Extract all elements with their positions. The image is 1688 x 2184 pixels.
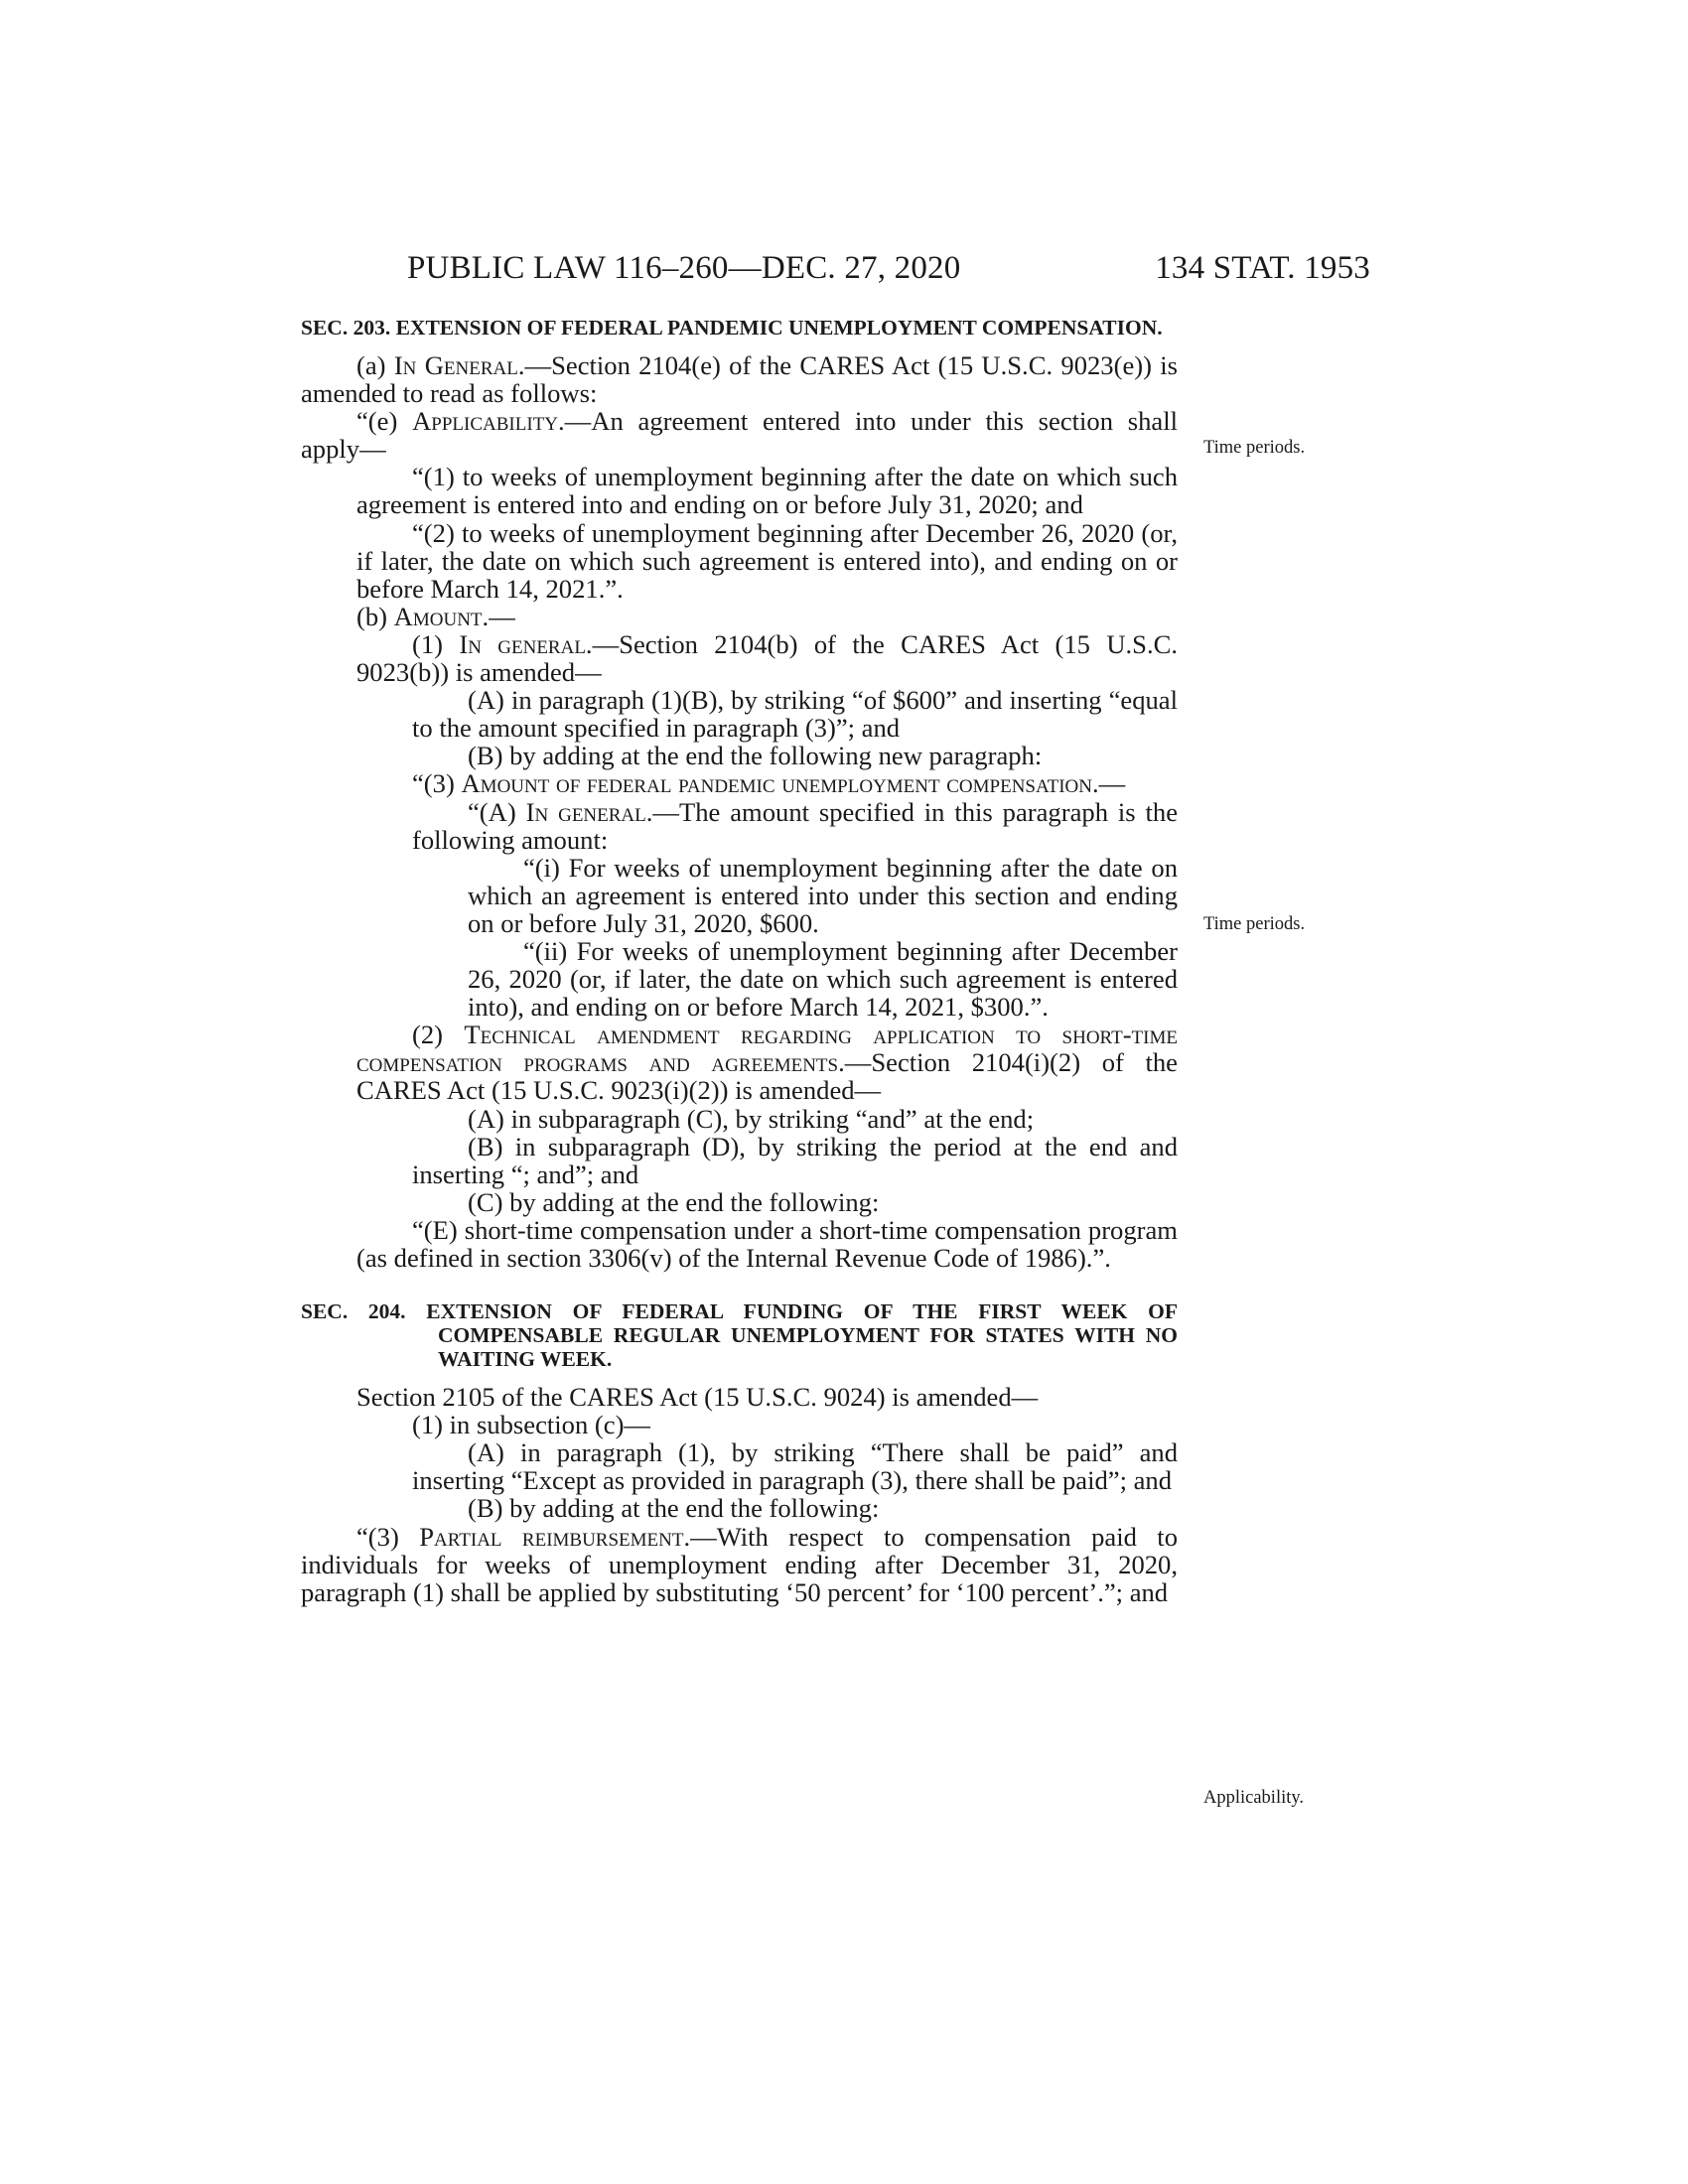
- paragraph: (B) in subparagraph (D), by striking the period at the end and inserting “; and”; and: [412, 1131, 1178, 1189]
- paragraph: “(E) short-time compensation under a short-time compensation program (as defined in section 3306(v) of the Internal Revenue Code of 1986).”.: [356, 1214, 1178, 1273]
- paragraph: (A) in paragraph (1)(B), by striking “of $600” and inserting “equal to the amount specified in paragraph (3)”; and: [412, 685, 1178, 744]
- running-head: [407, 248, 1370, 288]
- paragraph: (1) In general.—Section 2104(b) of the CARES Act (15 U.S.C. 9023(b)) is amended—: [356, 628, 1178, 688]
- paragraph: (C) by adding at the end the following:: [468, 1186, 880, 1217]
- paragraph: (B) by adding at the end the following new paragraph:: [468, 741, 1043, 771]
- section-heading: SEC. 203. EXTENSION OF FEDERAL PANDEMIC UNEMPLOYMENT COMPENSATION.: [301, 316, 1163, 340]
- paragraph-caption: Amount.: [393, 601, 490, 631]
- paragraph: (A) in paragraph (1), by striking “There shall be paid” and inserting “Except as provided in paragraph (3), there shall be paid”; and: [412, 1437, 1178, 1496]
- paragraph-caption: Amount of federal pandemic unemployment compensation.: [461, 768, 1099, 799]
- paragraph: “(2) to weeks of unemployment beginning after December 26, 2020 (or, if later, the date on which such agreement is entered into), and ending on or before March 14, 2021.”.: [356, 517, 1178, 604]
- paragraph-caption: In General.: [393, 350, 525, 380]
- paragraph: (b) Amount.—: [356, 601, 515, 631]
- paragraph-caption: Technical amendment regarding application to short-time compensation programs and agreements.: [356, 1020, 1178, 1078]
- paragraph: “(A) In general.—The amount specified in this paragraph is the following amount:: [412, 796, 1178, 855]
- section-heading: SEC. 204. EXTENSION OF FEDERAL FUNDING OF THE FIRST WEEK OF COMPENSABLE REGULAR UNEMPLOYMENT FOR STATES WITH NO WAITING WEEK.: [301, 1299, 1178, 1372]
- page-number: 134 STAT. 1953: [1155, 250, 1370, 286]
- paragraph-caption: In general.: [525, 796, 653, 827]
- paragraph: (a) In General.—Section 2104(e) of the CARES Act (15 U.S.C. 9023(e)) is amended to read as follows:: [301, 350, 1178, 409]
- paragraph: “(ii) For weeks of unemployment beginning after December 26, 2020 (or, if later, the date on which such agreement is entered into), and ending on or before March 14, 2021, $300.”.: [468, 935, 1178, 1023]
- margin-note: Time periods.: [1203, 914, 1306, 934]
- paragraph: “(i) For weeks of unemployment beginning after the date on which an agreement is entered into under this section and ending on or before July 31, 2020, $600.: [468, 852, 1178, 938]
- paragraph-caption: Partial reimbursement.: [419, 1521, 691, 1552]
- paragraph: (B) by adding at the end the following:: [468, 1493, 880, 1524]
- margin-note: Time periods.: [1203, 438, 1306, 458]
- paragraph-caption: Applicability.: [412, 406, 565, 437]
- statute-body: [301, 316, 1178, 1606]
- paragraph: “(1) to weeks of unemployment beginning after the date on which such agreement is entered into and ending on or before July 31, 2020; and: [356, 462, 1178, 520]
- paragraph: “(3) Amount of federal pandemic unemployment compensation.—: [412, 768, 1126, 799]
- paragraph: Section 2105 of the CARES Act (15 U.S.C. 9024) is amended—: [356, 1382, 1039, 1413]
- paragraph-caption: In general.: [459, 628, 593, 659]
- paragraph: (2) Technical amendment regarding application to short-time compensation programs and agreements.—Section 2104(i)(2) of the CARES Act (15 U.S.C. 9023(i)(2)) is amended—: [356, 1020, 1178, 1106]
- paragraph: “(3) Partial reimbursement.—With respect to compensation paid to individuals for weeks of unemployment ending after December 31, 2020, paragraph (1) shall be applied by substituting ‘50 percent’ for ‘100 percent’.”; and: [301, 1521, 1178, 1607]
- paragraph: (1) in subsection (c)—: [412, 1410, 651, 1440]
- paragraph: “(e) Applicability.—An agreement entered into under this section shall apply—: [301, 406, 1178, 465]
- paragraph: (A) in subparagraph (C), by striking “and” at the end;: [468, 1103, 1035, 1134]
- margin-note: Applicability.: [1203, 1788, 1305, 1808]
- running-head-title: PUBLIC LAW 116–260—DEC. 27, 2020: [407, 250, 961, 286]
